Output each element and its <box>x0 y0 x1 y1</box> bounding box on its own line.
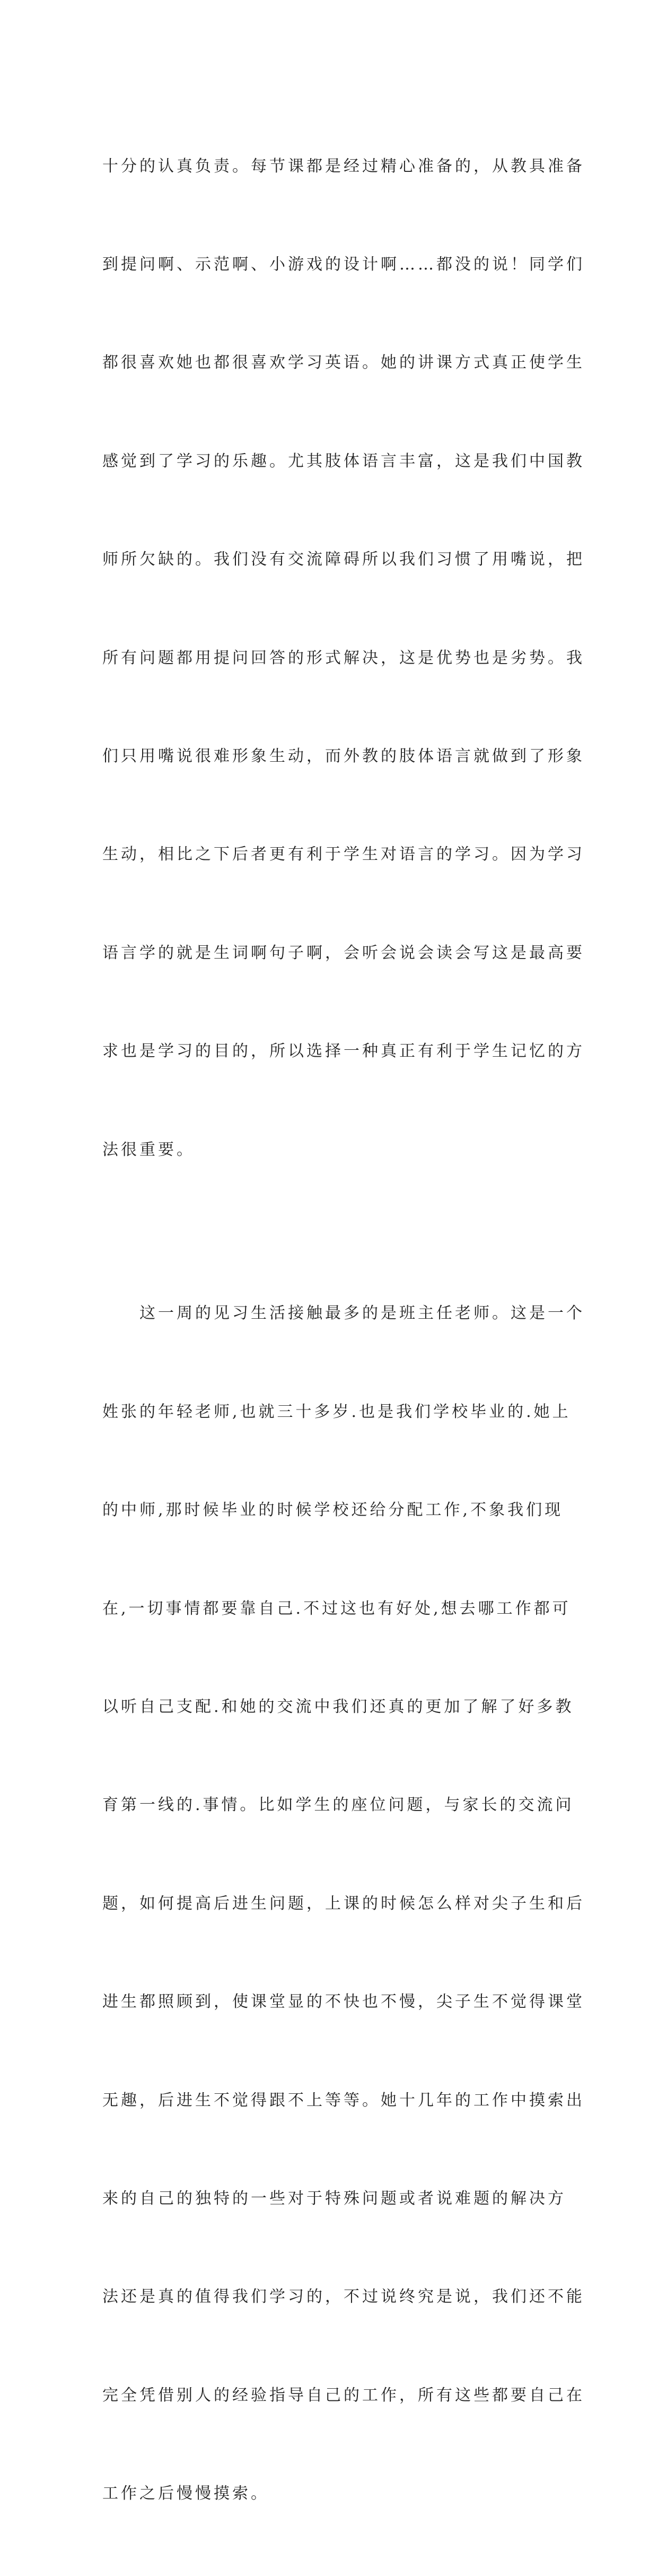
text-line: 在,一切事情都要靠自己.不过这也有好处,想去哪工作都可 <box>102 1599 571 1618</box>
text-line: 育第一线的.事情。比如学生的座位问题，与家长的交流问 <box>102 1796 574 1815</box>
body-text <box>102 84 585 2576</box>
text-line: 求也是学习的目的，所以选择一种真正有利于学生记忆的方 <box>102 1042 585 1061</box>
text-line: 语言学的就是生词啊句子啊，会听会说会读会写这是最高要 <box>102 943 585 962</box>
text-line: 所有问题都用提问回答的形式解决，这是优势也是劣势。我 <box>102 648 585 667</box>
paragraph-1 <box>102 84 585 1232</box>
text-line: 这一周的见习生活接触最多的是班主任老师。这是一个 <box>102 1304 585 1323</box>
text-line: 法很重要。 <box>102 1140 195 1159</box>
text-line: 感觉到了学习的乐趣。尤其肢体语言丰富，这是我们中国教 <box>102 451 585 471</box>
text-line: 十分的认真负责。每节课都是经过精心准备的，从教具准备 <box>102 156 585 176</box>
text-line: 的中师,那时候毕业的时候学校还给分配工作,不象我们现 <box>102 1501 564 1520</box>
text-line: 无趣，后进生不觉得跟不上等等。她十几年的工作中摸索出 <box>102 2091 585 2110</box>
text-line: 都很喜欢她也都很喜欢学习英语。她的讲课方式真正使学生 <box>102 353 585 372</box>
text-line: 法还是真的值得我们学习的，不过说终究是说，我们还不能 <box>102 2287 585 2307</box>
text-line: 到提问啊、示范啊、小游戏的设计啊……都没的说！同学们 <box>102 255 585 274</box>
paragraph-2 <box>102 1232 585 2576</box>
text-line: 以听自己支配.和她的交流中我们还真的更加了解了好多教 <box>102 1698 574 1717</box>
text-line: 姓张的年轻老师,也就三十多岁.也是我们学校毕业的.她上 <box>102 1402 571 1421</box>
text-line: 工作之后慢慢摸索。 <box>102 2484 269 2503</box>
text-line: 进生都照顾到，使课堂显的不快也不慢，尖子生不觉得课堂 <box>102 1992 585 2012</box>
text-line: 师所欠缺的。我们没有交流障碍所以我们习惯了用嘴说，把 <box>102 550 585 569</box>
text-line: 们只用嘴说很难形象生动，而外教的肢体语言就做到了形象 <box>102 746 585 765</box>
text-line: 完全凭借别人的经验指导自己的工作，所有这些都要自己在 <box>102 2386 585 2405</box>
text-line: 来的自己的独特的一些对于特殊问题或者说难题的解决方 <box>102 2189 566 2208</box>
text-line: 生动，相比之下后者更有利于学生对语言的学习。因为学习 <box>102 845 585 864</box>
text-line: 题，如何提高后进生问题，上课的时候怎么样对尖子生和后 <box>102 1894 585 1913</box>
